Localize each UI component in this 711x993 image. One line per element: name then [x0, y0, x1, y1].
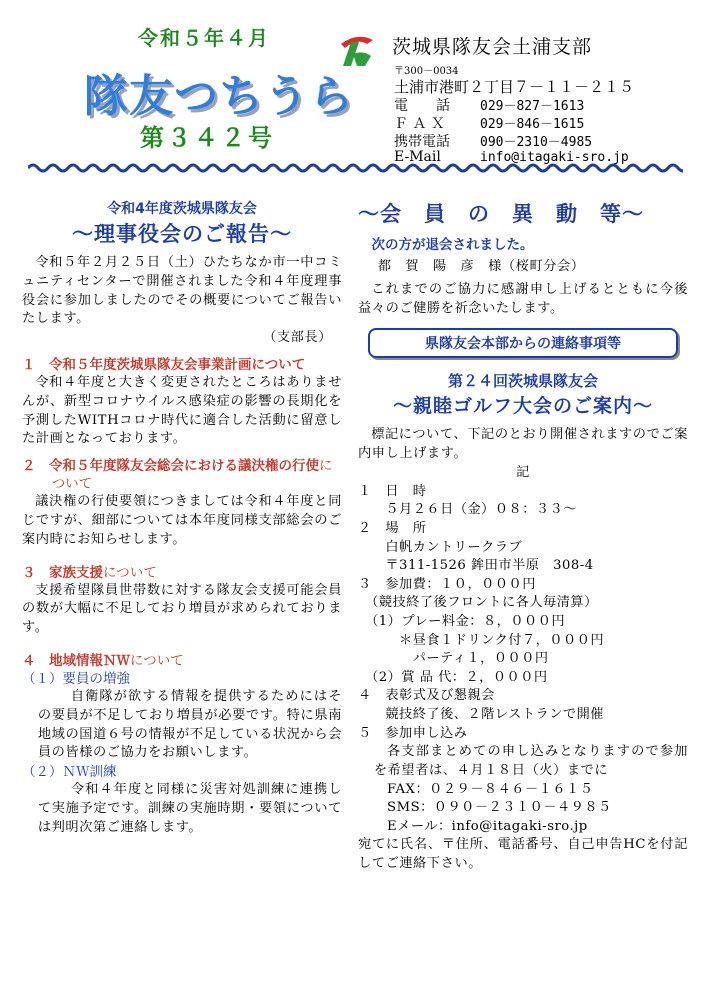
- contact-value[interactable]: info@itagaki-sro.jp: [480, 150, 629, 165]
- apply-closing: 宛てに氏名、〒住所、電話番号、自己申告HCを付記してご連絡下さい。: [358, 837, 688, 872]
- list-item: ５ 参加申し込み: [358, 725, 468, 741]
- withdrawal-name: 都 賀 陽 彦 様（桜町分会）: [377, 259, 585, 274]
- section-2-heading-text: ２ 令和５年度隊友会総会における議決権の行使: [22, 458, 319, 475]
- golf-title: ～親睦ゴルフ大会のご案内～: [392, 395, 653, 418]
- golf-subtitle: 第２４回茨城県隊友会: [447, 372, 598, 391]
- masthead-title: 隊友つちうら: [84, 71, 354, 122]
- apply-sms: SMS：０９０－２３１０－４９８５: [387, 800, 612, 816]
- report-subtitle: 令和4年度茨城県隊友会: [107, 201, 257, 217]
- list-item: （2）賞 品 代：２，０００円: [358, 669, 548, 685]
- list-item: 競技終了後、２階レストランで開催: [358, 706, 604, 722]
- contact-value: 029－827－1613: [480, 99, 585, 114]
- apply-instructions: 各支部まとめての申し込みとなりますので参加を希望者は、４月１８日（火）までに: [373, 744, 688, 778]
- section-3-heading-rest: について: [103, 564, 157, 581]
- section-1-heading: [22, 356, 342, 374]
- list-item: パーティ１，０００円: [358, 651, 549, 667]
- withdrawal-heading: 次の方が退会されました。: [371, 237, 534, 253]
- contact-fax: [394, 113, 584, 133]
- golf-intro: 標記について、下記のとおり開催されますのでご案内申し上げます。: [358, 427, 688, 462]
- section-4-heading: [22, 652, 342, 670]
- contact-label: Ｆ Ａ Ｘ: [394, 116, 445, 132]
- issue-date: 令和５年４月: [138, 26, 270, 50]
- contact-phone: [394, 95, 584, 115]
- contact-value: 090－2310－4985: [480, 135, 593, 150]
- issue-number: 第３４２号: [140, 124, 275, 152]
- section-3-heading: [22, 564, 342, 582]
- subsection-2-body: 令和４年度と同様に災害対処訓練に連携して実施予定です。訓練の実施時期・要領については判明次第ご連絡します。: [37, 782, 342, 835]
- list-item: ３ 参加費：１０，０００円: [358, 576, 536, 592]
- section-4-heading-text: ４ 地域情報ＮＷ: [22, 652, 130, 669]
- list-item: 〒311-1526 鉾田市半原 308-4: [358, 558, 594, 574]
- subsection-1-heading: （１）要員の増強: [22, 670, 130, 687]
- contact-label: E-Mail: [394, 149, 441, 165]
- notice-box: 県隊友会本部からの連絡事項等: [368, 328, 678, 358]
- organization-name: 茨城県隊友会土浦支部: [392, 36, 593, 58]
- apply-fax: FAX：０２９－８４６－１６１５: [387, 781, 594, 797]
- list-item: （1）プレー料金：８，０００円: [358, 613, 566, 629]
- ki-mark: 記: [516, 464, 530, 480]
- wavy-divider: [28, 162, 683, 174]
- contact-value: 029－846－1615: [480, 117, 585, 132]
- contact-label: 電 話: [394, 98, 450, 114]
- section-1-body: 令和４年度と大きく変更されたところはありませんが、新型コロナウイルス感染症の影響の長期化を予測したWITHコロナ時代に適合した活動に留意した計画となっております。: [22, 374, 342, 447]
- section-3-body: 支援希望隊員世帯数に対する隊友会支援可能会員の数が大幅に不足しており増員が求められております。: [22, 582, 342, 636]
- address: 土浦市港町２丁目７－１１－２１５: [394, 78, 635, 96]
- organization-logo: [337, 30, 377, 70]
- list-item: ＊昼食１ドリンク付７，０００円: [358, 632, 605, 648]
- list-item: ２ 場 所: [358, 520, 427, 536]
- left-column: [22, 198, 342, 838]
- right-column: [358, 198, 688, 874]
- list-item: ４ 表彰式及び懇親会: [358, 688, 495, 704]
- postal-code: 〒300－0034: [394, 66, 459, 77]
- section-2-body: 議決権の行使要領につきましては令和４年度と同じですが、細部については本年度同様支部総会のご案内時にお知らせします。: [22, 494, 342, 547]
- list-item: １ 日 時: [358, 483, 427, 499]
- section-2-heading-rest: について: [51, 458, 333, 493]
- contact-mobile: [394, 131, 592, 151]
- section-2-heading: [22, 457, 342, 493]
- contact-label: 携帯電話: [394, 134, 450, 150]
- list-item: ５月２６日（金）０８：３３～: [358, 502, 577, 518]
- list-item: （競技終了後フロントに各人毎清算）: [358, 595, 598, 611]
- section-3-heading-text: ３ 家族支援: [22, 564, 103, 581]
- member-changes-title: ～会 員 の 異 動 等～: [358, 202, 644, 226]
- subsection-1-body: 自衛隊が欲する情報を提供するためにはその要員が不足しており増員が必要です。特に県南地域の国道６号の情報が不足している状況から会員の皆様のご協力をお願いします。: [37, 688, 342, 761]
- withdrawal-message: これまでのご協力に感謝申し上げるとともに今後益々のご健勝を祈念いたします。: [358, 281, 688, 316]
- report-intro: 令和５年２月２５日（土）ひたちなか市一中コミュニティセンターで開催されました令和４年度理事役会に参加しましたのでその概要についてご報告いたします。: [22, 255, 342, 327]
- report-signature: （支部長）: [263, 330, 332, 346]
- report-title: ～理事役会のご報告～: [72, 222, 292, 246]
- section-4-heading-rest: について: [130, 652, 184, 669]
- section-1-heading-text: １ 令和５年度茨城県隊友会事業計画について: [22, 356, 306, 373]
- apply-email[interactable]: Eメール：info@itagaki-sro.jp: [387, 818, 588, 834]
- list-item: 白帆カントリークラブ: [358, 539, 523, 555]
- subsection-2-heading: （２）ＮＷ訓練: [22, 764, 117, 781]
